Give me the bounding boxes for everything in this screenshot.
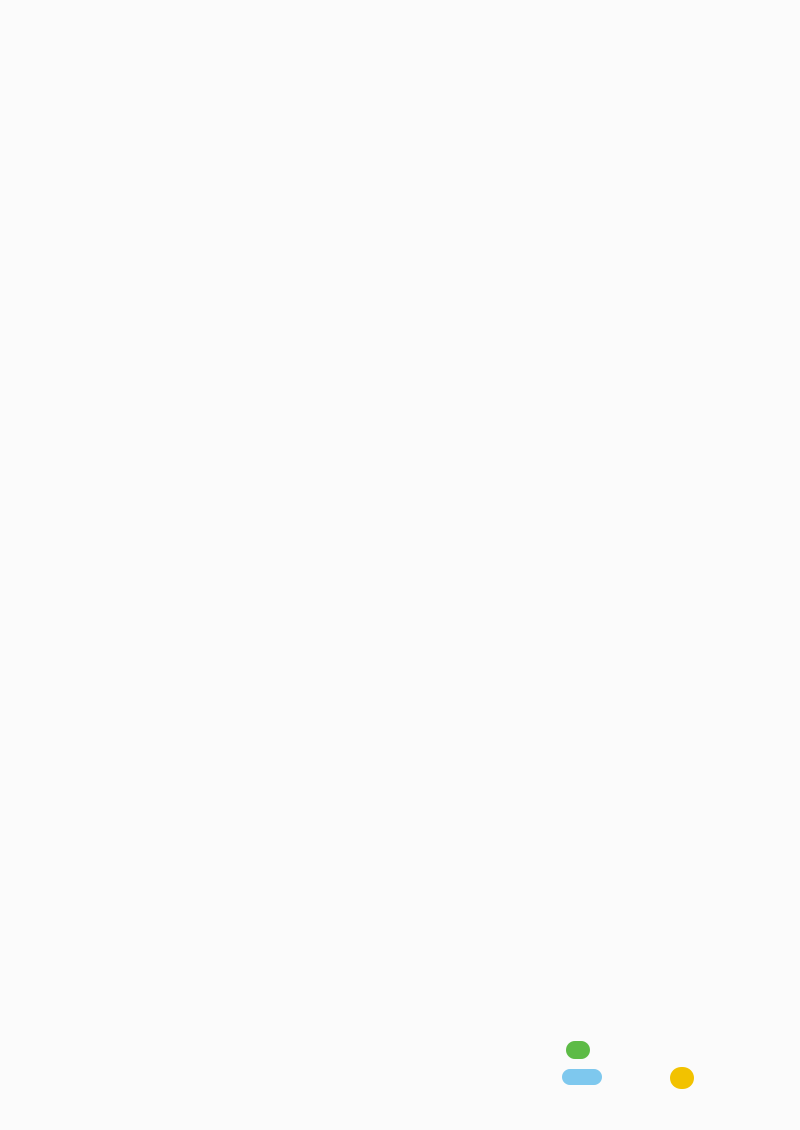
qq-icon xyxy=(670,1067,694,1089)
footer-contact xyxy=(560,1035,790,1125)
watermark xyxy=(120,525,680,605)
skype-icon xyxy=(562,1069,602,1085)
wechat-icon xyxy=(566,1041,590,1059)
